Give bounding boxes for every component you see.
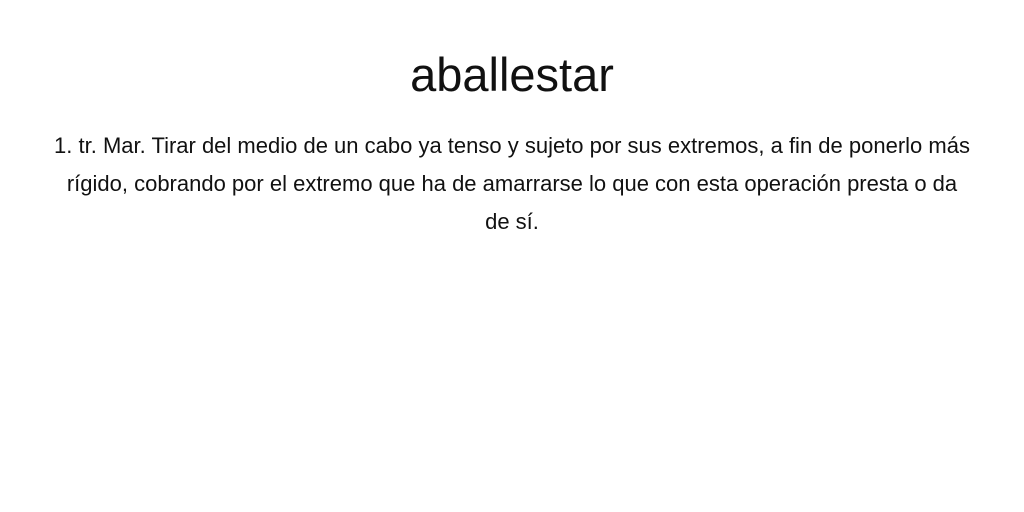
entry-headword: aballestar	[410, 48, 614, 101]
entry-definition: 1. tr. Mar. Tirar del medio de un cabo ya tenso y sujeto por sus extremos, a fin de ponerlo más rígido, cobrando por el extremo que ha de amarrarse lo que con esta operación presta o da de sí.	[54, 133, 970, 234]
